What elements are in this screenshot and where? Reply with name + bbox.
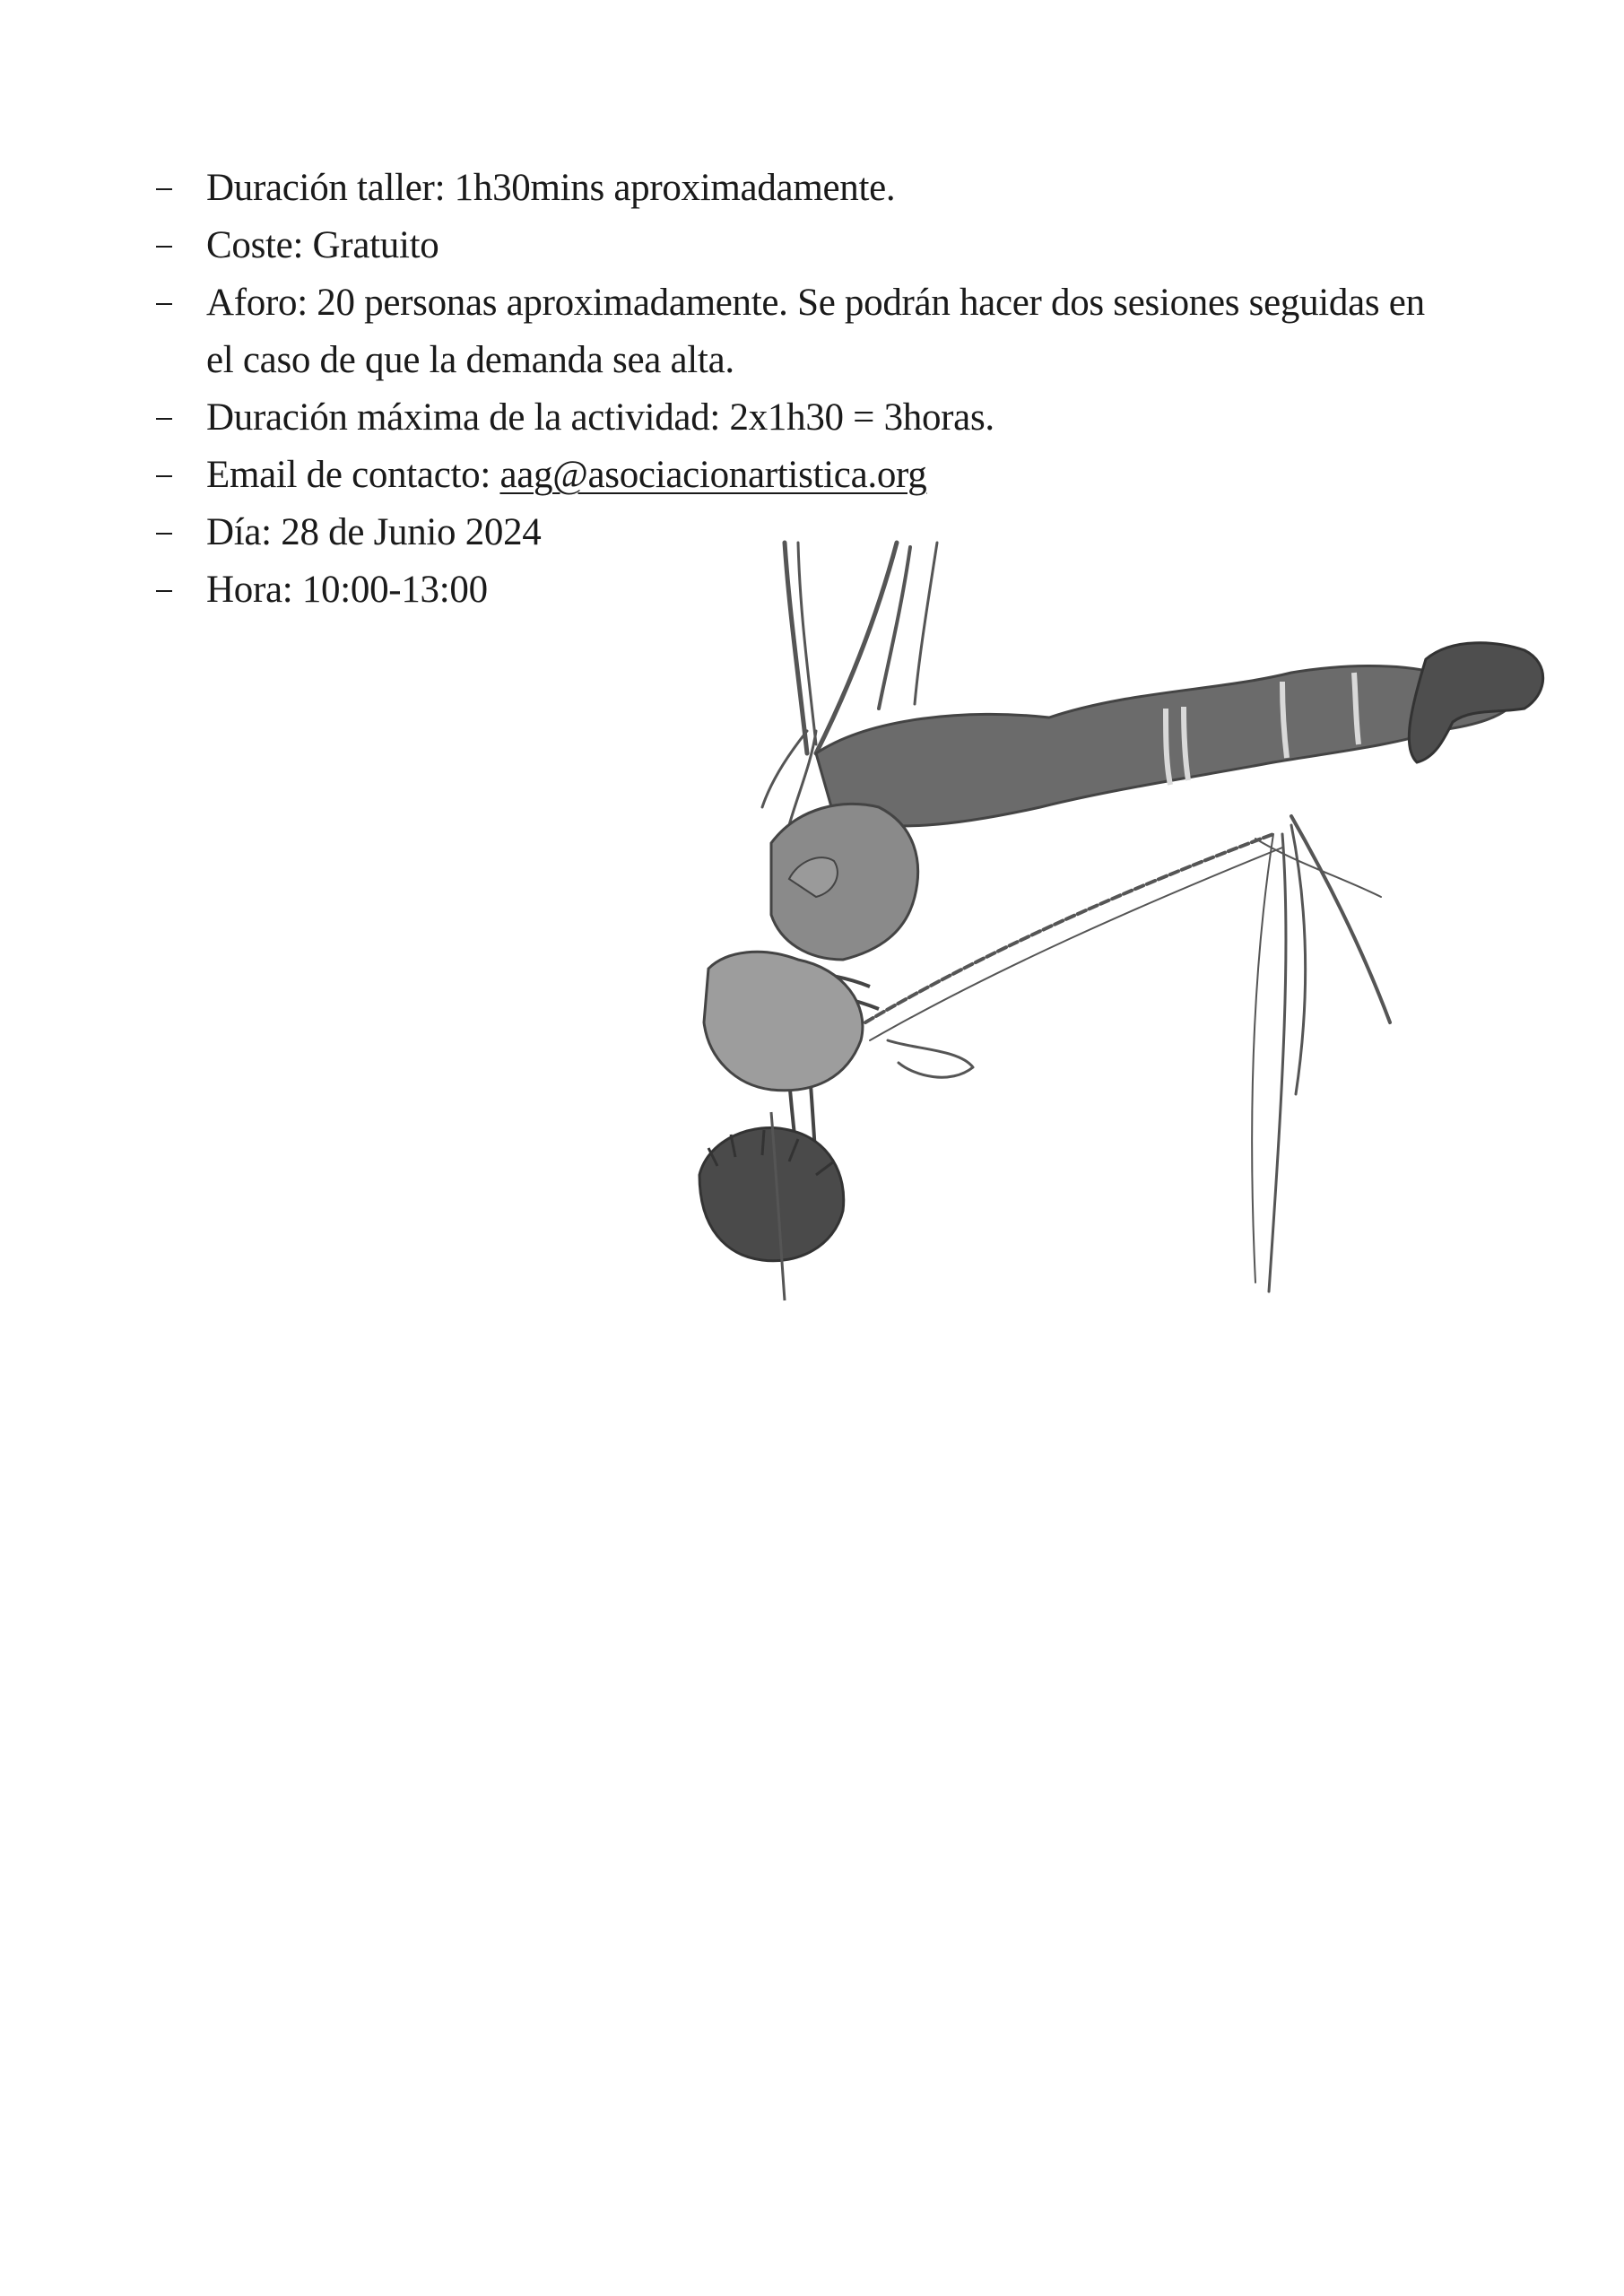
email-link[interactable]: aag@asociacionartistica.org <box>499 454 927 496</box>
cost-text: Coste: Gratuito <box>206 224 439 266</box>
max-duration-text: Duración máxima de la actividad: 2x1h30 = 3horas. <box>206 396 994 439</box>
list-item-max-duration <box>149 389 1440 447</box>
capacity-text: Aforo: 20 personas aproximadamente. Se podrán hacer dos sesiones seguidas en el caso de que la demanda sea alta. <box>206 282 1425 381</box>
duration-text: Duración taller: 1h30mins aproximadamente. <box>206 167 896 209</box>
list-item-capacity <box>149 274 1440 389</box>
list-item-duration <box>149 160 1440 217</box>
suspension-sketch-illustration <box>664 538 1547 1354</box>
email-label: Email de contacto: <box>206 454 500 496</box>
list-item-cost <box>149 217 1440 274</box>
time-text: Hora: 10:00-13:00 <box>206 569 488 611</box>
list-item-email <box>149 447 1440 504</box>
date-text: Día: 28 de Junio 2024 <box>206 511 542 553</box>
